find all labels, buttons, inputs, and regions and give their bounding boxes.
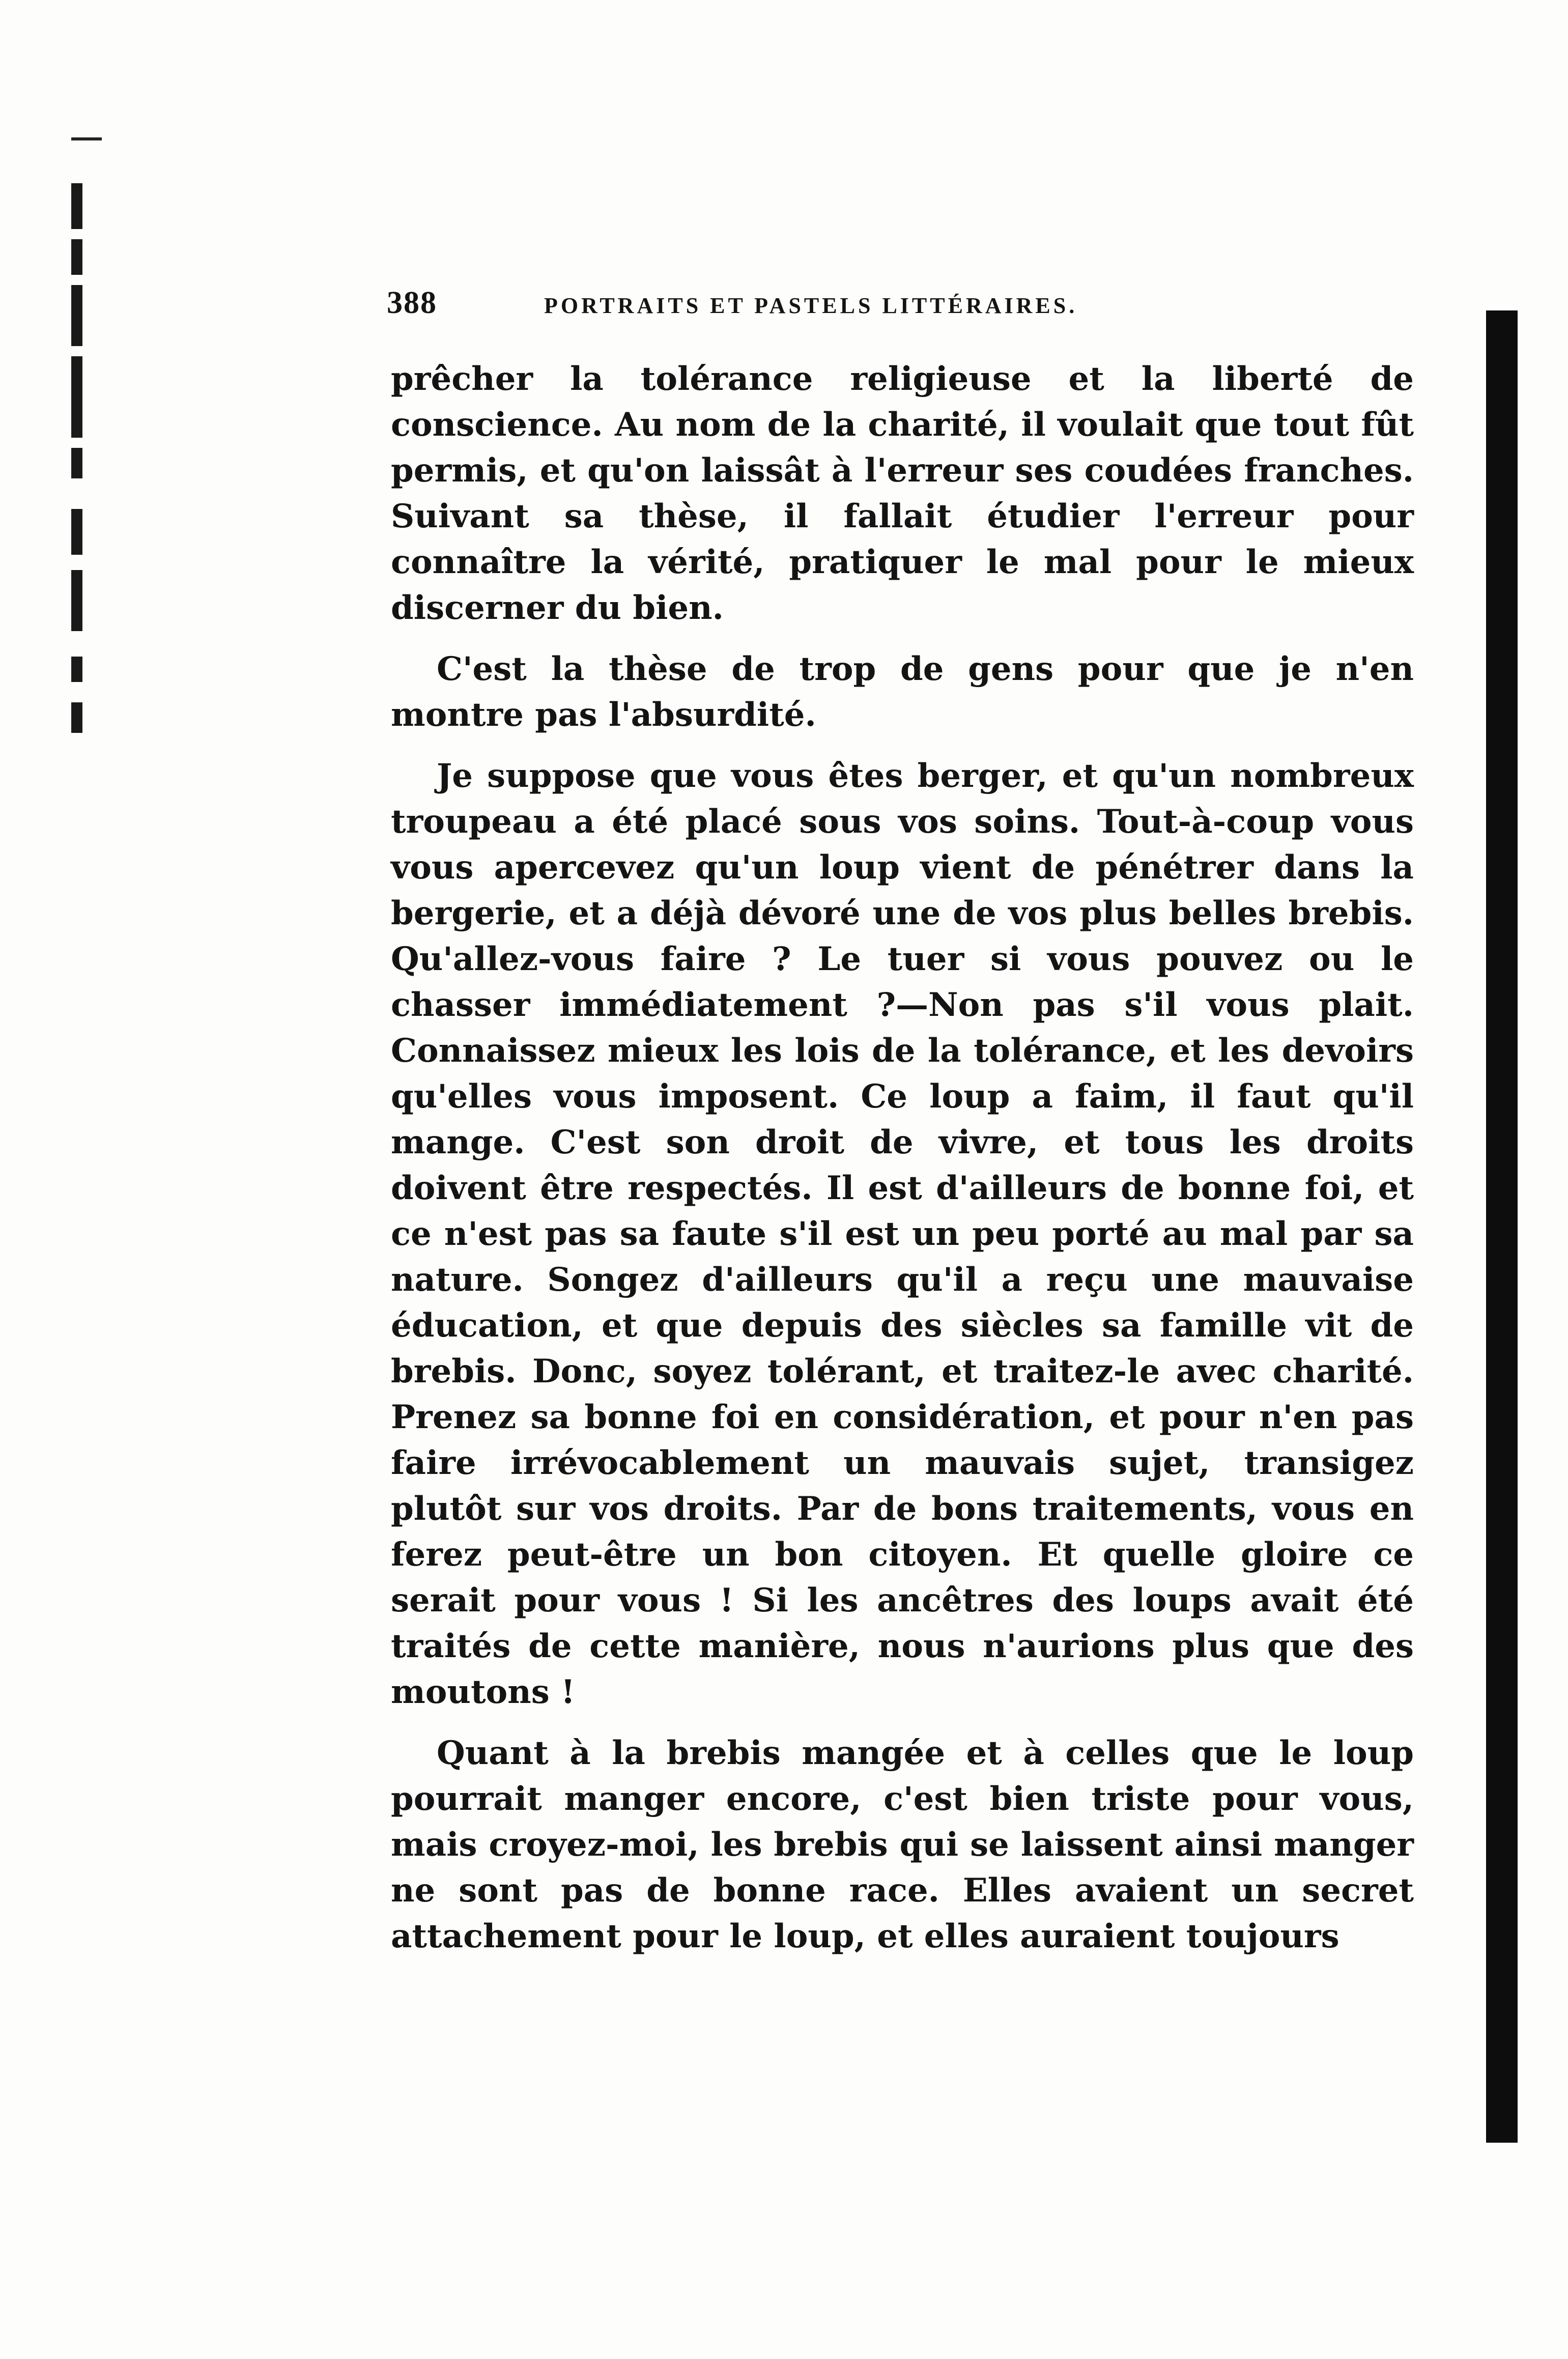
binding-mark (71, 239, 82, 275)
binding-mark (71, 570, 82, 631)
binding-mark (71, 285, 82, 346)
binding-mark (71, 448, 82, 478)
paragraph: Quant à la brebis mangée et à celles que le loup pourrait manger encore, c'est bien triste pour vous, mais croyez-moi, les brebis qui se laissent ainsi manger ne sont pas de bonne race. Elles avaient un secret attachement pour le loup, et elles auraient toujours (391, 1734, 1414, 1955)
scan-binding-strip (71, 183, 102, 743)
scan-edge-bar (1486, 310, 1518, 2143)
binding-mark (71, 356, 82, 438)
paragraph: prêcher la tolérance religieuse et la liberté de conscience. Au nom de la charité, il voulait que tout fût permis, et qu'on laissât à l'erreur ses coudées franches. Suivant sa thèse, il fallait étudier l'erreur pour connaître la vérité, pratiquer le mal pour le mieux discerner du bien. (391, 360, 1414, 627)
paragraph: C'est la thèse de trop de gens pour que je n'en montre pas l'absurdité. (391, 650, 1414, 734)
body-text (391, 356, 1414, 1975)
binding-mark (71, 702, 82, 733)
running-title: PORTRAITS ET PASTELS LITTÉRAIRES. (544, 293, 1078, 318)
binding-mark (71, 509, 82, 555)
scan-binding-rule (71, 137, 102, 140)
paragraph: Je suppose que vous êtes berger, et qu'un nombreux troupeau a été placé sous vos soins. Tout-à-coup vous vous apercevez qu'un loup vient de pénétrer dans la bergerie, et a déjà dévoré une de vos plus belles brebis. Qu'allez-vous faire ? Le tuer si vous pouvez ou le chasser immédiatement ?—Non pas s'il vous plait. Connaissez mieux les lois de la tolérance, et les devoirs qu'elles vous imposent. Ce loup a faim, il faut qu'il mange. C'est son droit de vivre, et tous les droits doivent être respectés. Il est d'ailleurs de bonne foi, et ce n'est pas sa faute s'il est un peu porté au mal par sa nature. Songez d'ailleurs qu'il a reçu une mauvaise éducation, et que depuis des siècles sa famille vit de brebis. Donc, soyez tolérant, et traitez-le avec charité. Prenez sa bonne foi en considération, et pour n'en pas faire irrévocablement un mauvais sujet, transigez plutôt sur vos droits. Par de bons traitements, vous en ferez peut-être un bon citoyen. Et quelle gloire ce serait pour vous ! Si les ancêtres des loups avait été traités de cette manière, nous n'aurions plus que des moutons ! (391, 757, 1414, 1711)
binding-mark (71, 657, 82, 682)
page-number: 388 (387, 286, 437, 320)
binding-mark (71, 183, 82, 229)
running-head (387, 285, 1415, 326)
